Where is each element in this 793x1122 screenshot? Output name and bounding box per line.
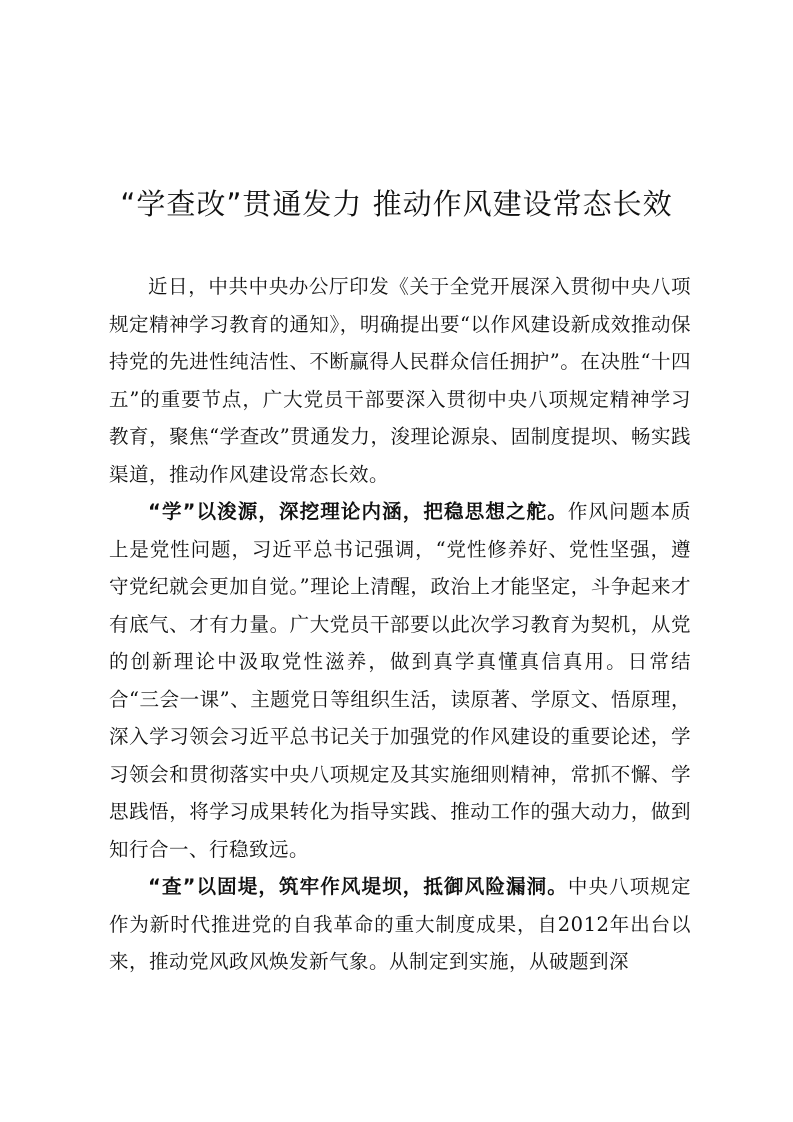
paragraph-text: 作风问题本质上是党性问题，习近平总书记强调，“党性修养好、党性坚强，遵守党纪就会更加自觉。”理论上清醒，政治上才能坚定，斗争起来才有底气、才有力量。广大党员干部要以此次学习教育为契机，从党的创新理论中汲取党性滋养，做到真学真懂真信真用。日常结合“三会一课”、主题党日等组织生活，读原著、学原文、悟原理，深入学习领会习近平总书记关于加强党的作风建设的重要论述，学习领会和贯彻落实中央八项规定及其实施细则精神，常抓不懈、学思践悟，将学习成果转化为指导实践、推动工作的强大动力，做到知行合一、行稳致远。 xyxy=(109,500,691,861)
paragraph-lead: “学”以浚源，深挖理论内涵，把稳思想之舵。 xyxy=(148,500,568,523)
document-body xyxy=(109,268,691,981)
paragraph-text: 近日，中共中央办公厅印发《关于全党开展深入贯彻中央八项规定精神学习教育的通知》，明确提出要“以作风建设新成效推动保持党的先进性纯洁性、不断赢得人民群众信任拥护”。在决胜“十四五”的重要节点，广大党员干部要深入贯彻中央八项规定精神学习教育，聚焦“学查改”贯通发力，浚理论源泉、固制度提坝、畅实践渠道，推动作风建设常态长效。 xyxy=(109,275,691,486)
paragraph-inspect xyxy=(109,868,691,981)
paragraph-text: 中央八项规定作为新时代推进党的自我革命的重大制度成果，自2012年出台以来，推动党风政风焕发新气象。从制定到实施，从破题到深 xyxy=(109,875,691,973)
paragraph-study xyxy=(109,493,691,868)
paragraph-intro xyxy=(109,268,691,493)
document-title: “学查改”贯通发力 推动作风建设常态长效 xyxy=(120,187,673,221)
paragraph-lead: “查”以固堤，筑牢作风堤坝，抵御风险漏洞。 xyxy=(148,875,568,898)
